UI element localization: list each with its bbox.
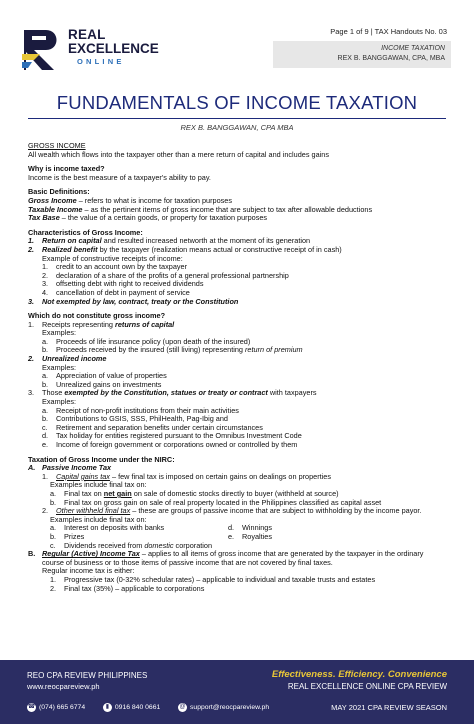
footer-season: MAY 2021 CPA REVIEW SEASON: [331, 703, 447, 712]
page-info: Page 1 of 9 | TAX Handouts No. 03: [330, 27, 447, 36]
brand-line-3: ONLINE: [77, 57, 125, 66]
footer-review-name: REAL EXCELLENCE ONLINE CPA REVIEW: [287, 682, 447, 691]
mobile-icon: ▮: [103, 703, 112, 712]
characteristic-item: 1. Return on capital and resulted increased networth at the moment of its generation: [28, 236, 311, 246]
section-b: B. Regular (Active) Income Tax – applies to all items of gross income that are generated by the taxpayer in the ordinary: [28, 549, 424, 559]
gross-income-heading: GROSS INCOME: [28, 141, 86, 150]
characteristic-item: 3. Not exempted by law, contract, treaty or the Constitution: [28, 296, 239, 306]
not-gross-heading: Which do not constitute gross income?: [28, 311, 166, 321]
brand-line-2: EXCELLENCE: [68, 41, 159, 56]
not-gross-item: 1. Receipts representing returns of capital: [28, 319, 175, 329]
reo-logo-icon: [20, 26, 66, 72]
characteristic-item: 2. Realized benefit by the taxpayer (realization means actual or constructive receipt of in cash): [28, 244, 342, 254]
brand-line-1: REAL: [68, 27, 106, 42]
definition-item: Tax Base – the value of a certain goods, or property for taxation purposes: [28, 213, 268, 223]
why-heading: Why is income taxed?: [28, 164, 105, 174]
passive-item: 2. Other withheld final tax – these are groups of passive income that are subject to withholding by the income payor.: [42, 506, 422, 516]
example-item: 3. offsetting debt with right to received dividends: [42, 279, 204, 289]
example-item: a. Final tax on net gain on sale of domestic stocks directly to buyer (withheld at source): [50, 488, 339, 498]
document-title: FUNDAMENTALS OF INCOME TAXATION: [56, 92, 418, 113]
mobile-number: 0916 840 0661: [114, 704, 161, 711]
characteristics-heading: Characteristics of Gross Income:: [28, 227, 143, 237]
box-author: REX B. BANGGAWAN, CPA, MBA: [337, 55, 445, 62]
example-item: d. Tax holiday for entities registered pursuant to the Omnibus Investment Code: [42, 431, 302, 441]
regular-income-item: 1. Progressive tax (0-32% schedular rates) – applicable to individual and taxable trusts and estates: [50, 574, 376, 584]
examples-label: Examples:: [42, 397, 77, 407]
section-a: A. Passive Income Tax: [28, 463, 112, 473]
box-title: INCOME TAXATION: [381, 45, 445, 52]
example-label: Example of constructive receipts of income:: [42, 253, 183, 263]
section-b-continued: course of business or to those items of passive income that are not covered by final taxes.: [42, 557, 333, 567]
example-item: c. Retirement and separation benefits under certain circumstances: [42, 422, 263, 432]
example-item: a. Receipt of non-profit institutions from their main activities: [42, 405, 239, 415]
example-item: 2. declaration of a share of the profits of a general professional partnership: [42, 270, 289, 280]
definition-item: Taxable Income – as the pertinent items of gross income that are subject to tax after allowable deductions: [28, 204, 373, 214]
gross-income-text: All wealth which flows into the taxpayer other than a mere return of capital and includes gains: [28, 149, 329, 159]
regular-income-item: 2. Final tax (35%) – applicable to corporations: [50, 583, 205, 593]
footer-website[interactable]: www.reocpareview.ph: [27, 682, 100, 691]
example-item: b. Contributions to GSIS, SSS, PhilHealth, Pag-Ibig and: [42, 414, 228, 424]
email-address[interactable]: support@reocpareview.ph: [190, 704, 270, 711]
taxation-heading: Taxation of Gross Income under the NIRC:: [28, 454, 175, 464]
example-item: e. Income of foreign government or corporations owned or controlled by them: [42, 440, 298, 449]
page-header: [0, 0, 474, 78]
header-info-box: [273, 41, 451, 68]
definitions-heading: Basic Definitions:: [28, 187, 90, 197]
not-gross-item: 3. Those exempted by the Constitution, statues or treaty or contract with taxpayers: [28, 388, 317, 398]
example-item: 4. cancellation of debt in payment of service: [42, 287, 190, 297]
examples-label: Examples include final tax on:: [50, 480, 147, 490]
footer-org-name: REO CPA REVIEW PHILIPPINES: [27, 671, 148, 680]
footer-tagline: Effectiveness. Efficiency. Convenience: [271, 669, 447, 680]
not-gross-item: 2. Unrealized income: [28, 354, 107, 364]
regular-income-label: Regular income tax is either:: [42, 566, 135, 576]
examples-label: Examples include final tax on:: [50, 514, 147, 524]
example-item: b. Unrealized gains on investments: [42, 379, 162, 389]
example-item: c. Dividends received from domestic corporation: [50, 540, 213, 550]
page-footer: [0, 660, 474, 724]
example-item: 1. credit to an account own by the taxpayer: [42, 262, 188, 272]
document-body: [28, 142, 454, 593]
examples-label: Examples:: [42, 328, 77, 338]
definition-item: Gross Income – refers to what is income for taxation purposes: [28, 195, 233, 205]
examples-label: Examples:: [42, 362, 77, 372]
document-author: REX B. BANGGAWAN, CPA MBA: [180, 123, 294, 132]
example-item: b. Proceeds received by the insured (still living) representing return of premium: [42, 345, 303, 355]
email-icon: @: [179, 704, 186, 710]
example-row: b. Prizes e. Royalties: [50, 531, 273, 541]
example-item: a. Proceeds of life insurance policy (upon death of the insured): [42, 336, 251, 346]
phone-icon: ☎: [27, 704, 36, 710]
phone-number: (074) 665 6774: [39, 704, 86, 711]
passive-item: 1. Capital gains tax – few final tax is imposed on certain gains on dealings on properties: [42, 471, 332, 481]
example-item: a. Appreciation of value of properties: [42, 371, 167, 381]
why-text: Income is the best measure of a taxpayer's ability to pay.: [28, 172, 211, 182]
example-item: b. Final tax on gross gain on sale of real property located in the Philippines classified as capital asset: [50, 497, 382, 507]
footer-contacts: [27, 703, 269, 712]
title-divider: [28, 118, 446, 119]
example-row: a. Interest on deposits with banks d. Winnings: [50, 523, 273, 533]
